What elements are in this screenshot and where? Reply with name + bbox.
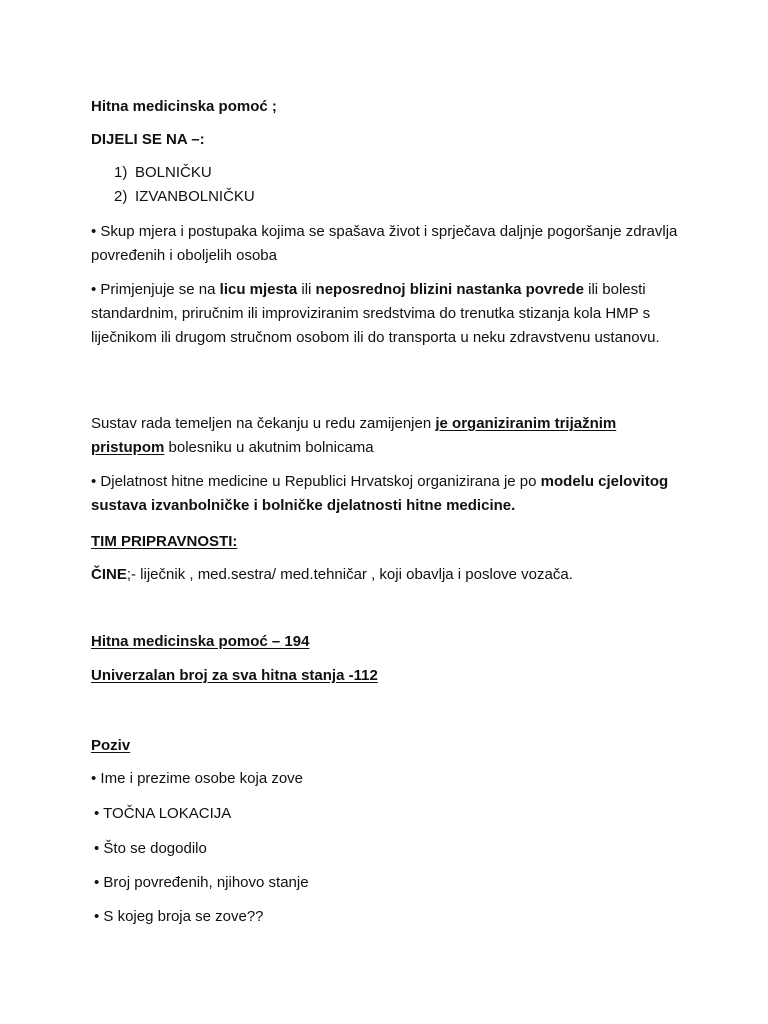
list-item: 2) IZVANBOLNIČKU bbox=[114, 188, 255, 205]
paragraph-definition: • Skup mjera i postupaka kojima se spašava život i sprječava daljnje pogoršanje zdravlja povređenih i oboljelih osoba bbox=[91, 223, 678, 264]
call-heading: Poziv bbox=[91, 737, 131, 754]
list-item: 1) BOLNIČKU bbox=[114, 164, 212, 181]
call-item: • S kojeg broja se zove?? bbox=[94, 908, 264, 925]
call-item: • Broj povređenih, njihovo stanje bbox=[94, 874, 309, 891]
call-item: • Ime i prezime osobe koja zove bbox=[91, 770, 304, 787]
divides-heading: DIJELI SE NA –: bbox=[91, 131, 205, 148]
call-item: • TOČNA LOKACIJA bbox=[94, 805, 232, 822]
paragraph-organization: • Djelatnost hitne medicine u Republici Hrvatskoj organizirana je po modelu cjelovitog sustava izvanbolničke i bolničke djelatnosti hitne medicine. bbox=[91, 473, 669, 514]
doc-title: Hitna medicinska pomoć ; bbox=[91, 98, 277, 115]
divides-list bbox=[114, 161, 255, 209]
hmp-number: Hitna medicinska pomoć – 194 bbox=[91, 633, 310, 650]
universal-number: Univerzalan broj za sva hitna stanja -112 bbox=[91, 667, 378, 684]
call-item: • Što se dogodilo bbox=[94, 840, 207, 857]
paragraph-triage: Sustav rada temeljen na čekanju u redu zamijenjen je organiziranim trijažnim pristupom bolesniku u akutnim bolnicama bbox=[91, 415, 617, 456]
team-heading: TIM PRIPRAVNOSTI: bbox=[91, 533, 238, 550]
team-composition: ČINE;- liječnik , med.sestra/ med.tehničar , koji obavlja i poslove vozača. bbox=[91, 566, 573, 583]
paragraph-application: • Primjenjuje se na licu mjesta ili neposrednoj blizini nastanka povrede ili bolesti standardnim, priručnim ili improviziranim sredstvima do trenutka stizanja kola HMP s liječnikom ili drugom stručnom osobom ili do transporta u neku zdravstvenu ustanovu. bbox=[91, 281, 660, 346]
